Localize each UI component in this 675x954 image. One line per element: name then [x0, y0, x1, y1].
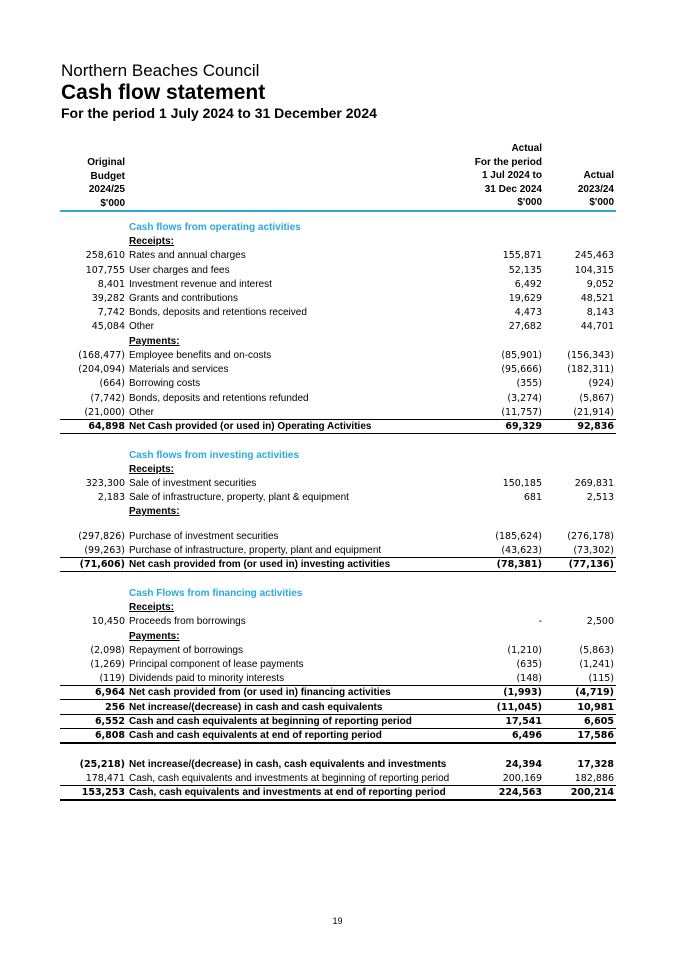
table-row	[60, 672, 616, 686]
actual-prior-cell: (77,136)	[568, 559, 614, 570]
actual-prior-cell: (115)	[588, 673, 614, 684]
column-header-line: 31 Dec 2024	[484, 183, 542, 195]
actual-prior-cell: 17,328	[577, 759, 614, 770]
actual-prior-cell: (21,914)	[573, 407, 614, 418]
column-header-line: 1 Jul 2024 to	[481, 170, 542, 181]
actual-period-cell: 24,394	[505, 759, 542, 770]
actual-period-cell: (635)	[516, 659, 542, 670]
table-row	[60, 349, 616, 363]
column-header-line: 2024/25	[88, 184, 125, 195]
actual-period-cell: -	[538, 616, 542, 627]
subsection-heading	[60, 505, 616, 519]
actual-period-cell: (11,045)	[496, 702, 542, 713]
budget-cell: (21,000)	[84, 407, 125, 418]
table-row	[60, 377, 616, 391]
actual-period-cell: (78,381)	[496, 559, 542, 570]
budget-cell: 6,964	[94, 687, 125, 698]
actual-prior-cell: (4,719)	[575, 687, 614, 698]
budget-cell: 2,183	[97, 492, 125, 503]
subsection-heading	[60, 235, 616, 249]
subsection-heading	[60, 335, 616, 349]
table-row	[60, 406, 616, 420]
description-cell: Receipts:	[129, 464, 175, 475]
actual-prior-cell: 182,886	[574, 773, 614, 784]
total-row	[60, 558, 616, 572]
description-cell: Grants and contributions	[129, 293, 238, 304]
description-cell: Sale of investment securities	[129, 478, 257, 489]
actual-period-cell: (43,623)	[501, 545, 542, 556]
total-row	[60, 758, 616, 772]
budget-cell: 64,898	[88, 421, 125, 432]
actual-prior-cell: (5,863)	[579, 645, 614, 656]
actual-prior-cell: 9,052	[586, 279, 614, 290]
actual-prior-cell: 2,500	[586, 616, 614, 627]
description-cell: Net increase/(decrease) in cash and cash equivalents	[129, 702, 383, 713]
actual-period-cell: (95,666)	[501, 364, 542, 375]
actual-period-cell: 27,682	[508, 321, 542, 332]
description-cell: Rates and annual charges	[129, 250, 246, 261]
page-subtitle: For the period 1 July 2024 to 31 December 2024	[61, 105, 377, 121]
table-row	[60, 477, 616, 491]
budget-cell: 256	[105, 702, 125, 713]
budget-cell: 45,084	[91, 321, 125, 332]
actual-period-cell: (148)	[516, 673, 542, 684]
budget-cell: 178,471	[85, 773, 125, 784]
actual-period-cell: (185,624)	[495, 531, 542, 542]
description-cell: Principal component of lease payments	[129, 659, 304, 670]
budget-cell: 10,450	[91, 616, 125, 627]
actual-period-cell: 681	[523, 492, 542, 503]
table-row	[60, 544, 616, 558]
table-row	[60, 292, 616, 306]
actual-prior-cell: 245,463	[574, 250, 614, 261]
actual-prior-cell: 6,605	[583, 716, 614, 727]
actual-prior-cell: 8,143	[586, 307, 614, 318]
description-cell: Payments:	[129, 506, 180, 517]
table-row	[60, 644, 616, 658]
description-cell: Net cash provided from (or used in) financing activities	[129, 687, 391, 698]
description-cell: Cash and cash equivalents at beginning of reporting period	[129, 716, 412, 727]
column-header-line: Original	[87, 157, 125, 168]
description-cell: Receipts:	[129, 602, 175, 613]
table-row	[60, 392, 616, 406]
description-cell: Cash Flows from financing activities	[129, 588, 303, 599]
budget-cell: (664)	[99, 378, 125, 389]
description-cell: User charges and fees	[129, 265, 230, 276]
actual-prior-cell: (73,302)	[573, 545, 614, 556]
table-row	[60, 530, 616, 544]
table-row	[60, 278, 616, 292]
description-cell: Proceeds from borrowings	[129, 616, 246, 627]
section-heading	[60, 587, 616, 601]
total-row	[60, 686, 616, 700]
actual-prior-cell: 17,586	[577, 730, 614, 741]
table-row	[60, 772, 616, 786]
actual-period-cell: (3,274)	[507, 393, 542, 404]
subsection-heading	[60, 463, 616, 477]
description-cell: Net cash provided from (or used in) investing activities	[129, 559, 391, 570]
budget-cell: (99,263)	[84, 545, 125, 556]
description-cell: Cash and cash equivalents at end of reporting period	[129, 730, 382, 741]
description-cell: Payments:	[129, 631, 180, 642]
budget-cell: 6,552	[94, 716, 125, 727]
column-header-line: $'000	[589, 197, 614, 208]
budget-cell: 323,300	[85, 478, 125, 489]
actual-prior-cell: (156,343)	[567, 350, 614, 361]
actual-period-cell: 4,473	[514, 307, 542, 318]
budget-cell: 8,401	[97, 279, 125, 290]
actual-period-cell: (11,757)	[501, 407, 542, 418]
budget-cell: (204,094)	[78, 364, 125, 375]
description-cell: Net increase/(decrease) in cash, cash equivalents and investments	[129, 759, 447, 770]
actual-prior-cell: 48,521	[580, 293, 614, 304]
description-cell: Cash, cash equivalents and investments at beginning of reporting period	[129, 773, 450, 784]
actual-period-cell: 150,185	[502, 478, 542, 489]
table-row	[60, 615, 616, 629]
column-header-line: $'000	[517, 197, 542, 208]
actual-period-cell: 6,496	[511, 730, 542, 741]
actual-prior-cell: (276,178)	[567, 531, 614, 542]
actual-prior-cell: 92,836	[577, 421, 614, 432]
total-row	[60, 729, 616, 743]
actual-prior-cell: 2,513	[586, 492, 614, 503]
actual-period-cell: (355)	[516, 378, 542, 389]
actual-prior-cell: 44,701	[580, 321, 614, 332]
total-row	[60, 701, 616, 715]
actual-prior-cell: 200,214	[570, 787, 614, 798]
actual-period-cell: 19,629	[508, 293, 542, 304]
actual-prior-cell: 10,981	[577, 702, 614, 713]
budget-cell: (71,606)	[79, 559, 125, 570]
description-cell: Other	[129, 321, 155, 332]
actual-period-cell: 155,871	[502, 250, 542, 261]
budget-cell: (297,826)	[78, 531, 125, 542]
actual-prior-cell: (182,311)	[567, 364, 614, 375]
total-row	[60, 715, 616, 729]
actual-period-cell: 224,563	[498, 787, 542, 798]
total-row	[60, 786, 616, 800]
budget-cell: 39,282	[91, 293, 125, 304]
budget-cell: (25,218)	[79, 759, 125, 770]
column-header-line: 2023/24	[577, 183, 614, 195]
description-cell: Employee benefits and on-costs	[129, 350, 272, 361]
actual-prior-cell: 104,315	[574, 265, 614, 276]
actual-prior-cell: (924)	[588, 378, 614, 389]
section-heading	[60, 221, 616, 235]
budget-cell: (168,477)	[78, 350, 125, 361]
description-cell: Bonds, deposits and retentions received	[129, 307, 307, 318]
description-cell: Purchase of investment securities	[129, 531, 279, 542]
description-cell: Bonds, deposits and retentions refunded	[129, 393, 309, 404]
table-row	[60, 264, 616, 278]
description-cell: Repayment of borrowings	[129, 645, 243, 656]
actual-period-cell: 69,329	[505, 421, 542, 432]
actual-period-cell: (85,901)	[501, 350, 542, 361]
column-header-line: For the period	[474, 156, 542, 168]
table-row	[60, 491, 616, 505]
table-row	[60, 249, 616, 263]
table-row	[60, 306, 616, 320]
description-cell: Sale of infrastructure, property, plant & equipment	[129, 492, 349, 503]
description-cell: Payments:	[129, 336, 180, 347]
description-cell: Receipts:	[129, 236, 175, 247]
description-cell: Materials and services	[129, 364, 229, 375]
description-cell: Purchase of infrastructure, property, plant and equipment	[129, 545, 382, 556]
actual-period-cell: 6,492	[514, 279, 542, 290]
description-cell: Cash flows from operating activities	[129, 222, 301, 233]
table-row	[60, 658, 616, 672]
table-row	[60, 363, 616, 377]
column-header-line: Actual	[511, 143, 542, 154]
budget-cell: 258,610	[85, 250, 125, 261]
page-title: Cash flow statement	[61, 81, 266, 104]
budget-cell: 107,755	[85, 265, 125, 276]
description-cell: Cash, cash equivalents and investments at end of reporting period	[129, 787, 446, 798]
column-header-line: $'000	[100, 197, 125, 209]
actual-period-cell: 200,169	[502, 773, 542, 784]
actual-period-cell: (1,993)	[503, 687, 542, 698]
subsection-heading	[60, 601, 616, 615]
budget-cell: (7,742)	[90, 393, 125, 404]
actual-period-cell: 17,541	[505, 716, 542, 727]
actual-period-cell: (1,210)	[507, 645, 542, 656]
table-row	[60, 320, 616, 334]
budget-cell: 7,742	[97, 307, 125, 318]
total-row	[60, 420, 616, 434]
subsection-heading	[60, 630, 616, 644]
description-cell: Cash flows from investing activities	[129, 450, 300, 461]
description-cell: Borrowing costs	[129, 378, 201, 389]
column-header-line: Actual	[583, 170, 614, 181]
budget-cell: (1,269)	[90, 659, 125, 670]
budget-cell: 6,808	[94, 730, 125, 741]
budget-cell: (2,098)	[90, 645, 125, 656]
section-heading	[60, 449, 616, 463]
description-cell: Net Cash provided (or used in) Operating Activities	[129, 421, 372, 432]
actual-period-cell: 52,135	[508, 265, 542, 276]
actual-prior-cell: (5,867)	[579, 393, 614, 404]
actual-prior-cell: 269,831	[574, 478, 614, 489]
page-number: 19	[332, 916, 343, 926]
budget-cell: (119)	[99, 673, 125, 684]
column-header-line: Budget	[90, 170, 125, 182]
organisation-name: Northern Beaches Council	[61, 61, 260, 80]
description-cell: Investment revenue and interest	[129, 279, 272, 290]
description-cell: Dividends paid to minority interests	[129, 673, 285, 684]
budget-cell: 153,253	[81, 787, 125, 798]
actual-prior-cell: (1,241)	[579, 659, 614, 670]
description-cell: Other	[129, 407, 155, 418]
